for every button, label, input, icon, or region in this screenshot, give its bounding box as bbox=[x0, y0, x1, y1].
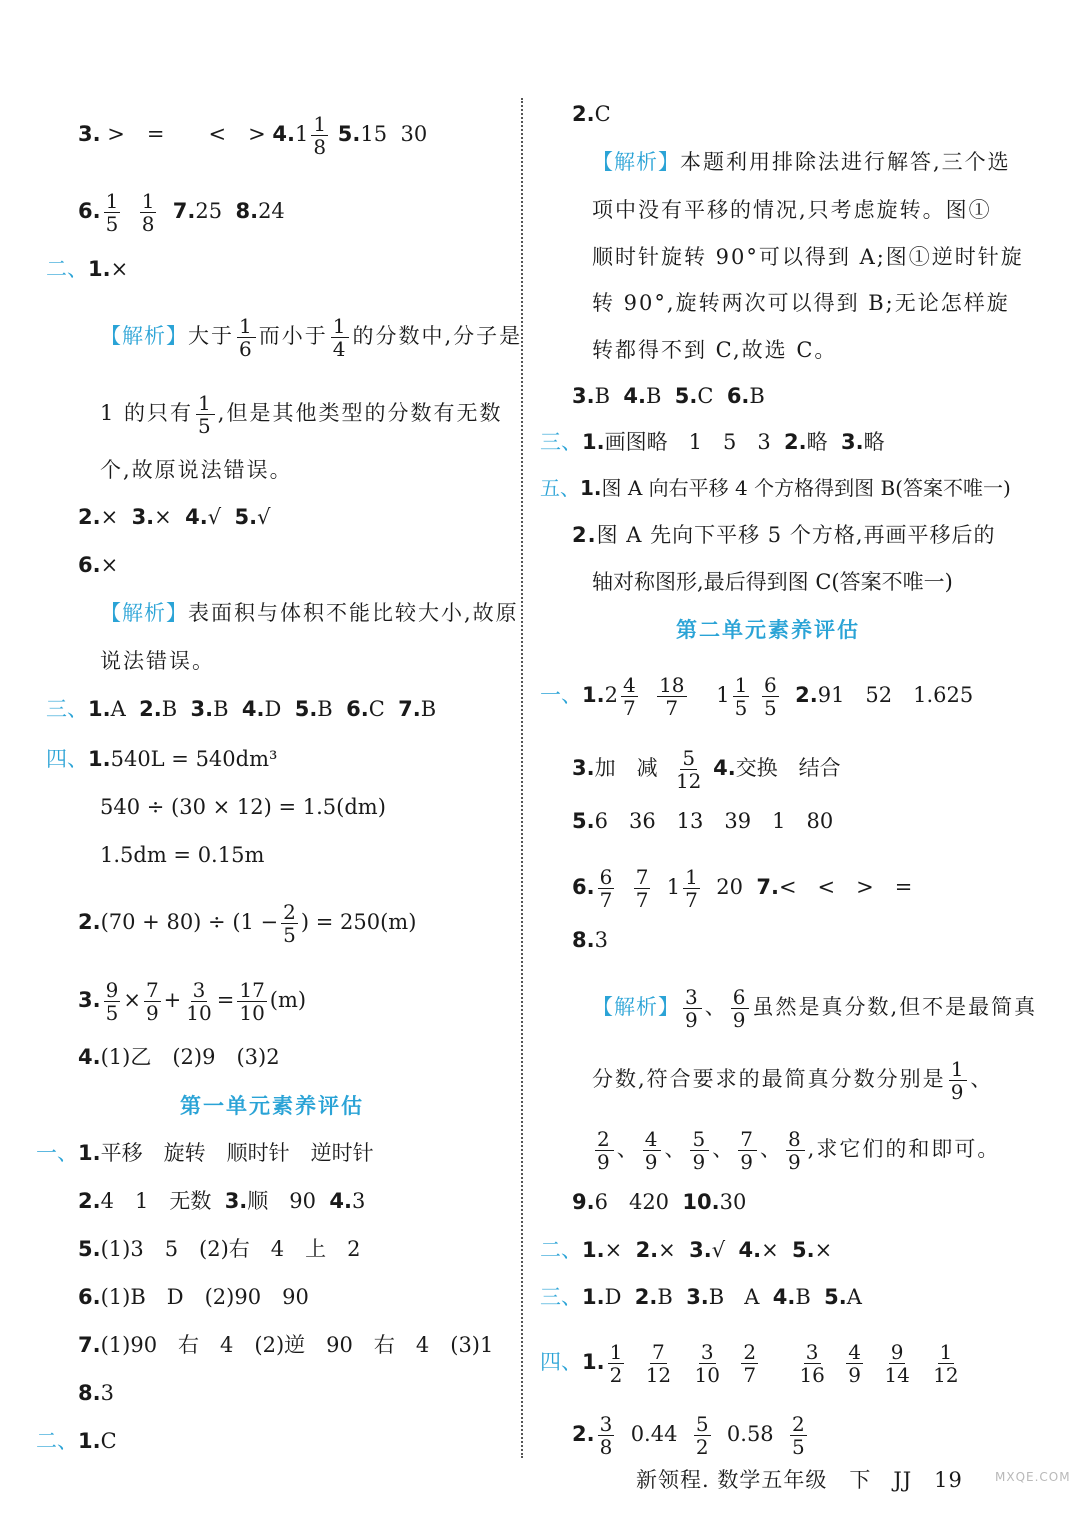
left-line-12: 四、1.540L = 540dm³ bbox=[46, 747, 278, 771]
left-line-10: 说法错误。 bbox=[100, 649, 215, 673]
right-line-14: 5.6 36 13 39 1 80 bbox=[572, 809, 834, 833]
fraction: $\frac{1}{5}$ bbox=[734, 673, 748, 720]
left-line-u4: 6.(1)B D (2)90 90 bbox=[78, 1285, 309, 1309]
left-line-u5: 7.(1)90 右 4 (2)逆 90 右 4 (3)1 bbox=[78, 1333, 494, 1357]
fraction: $\frac{7}{12}$ bbox=[645, 1340, 672, 1387]
right-line-17: 【解析】 $\frac{3}{9}$ 、 $\frac{6}{9}$ 虽然是真分数,但不是最简真 bbox=[592, 985, 1038, 1032]
fraction: $\frac{1}{5}$ bbox=[105, 189, 119, 236]
fraction: $\frac{4}{9}$ bbox=[848, 1340, 861, 1387]
right-line-5: 转 90°,旋转两次可以得到 B;无论怎样旋 bbox=[592, 291, 1010, 315]
fraction: $\frac{5}{12}$ bbox=[675, 746, 702, 793]
right-line-19: $\frac{2}{9}$ 、 $\frac{4}{9}$ 、 $\frac{5}{9}$ 、 $\frac{7}{9}$ 、 $\frac{8}{9}$ ,求它们的和即可。 bbox=[597, 1127, 1001, 1174]
right-line-24: 2. $\frac{3}{8}$ 0.44 $\frac{5}{2}$ 0.58 $\frac{2}{5}$ bbox=[572, 1412, 805, 1459]
right-line-9: 五、1.图 A 向右平移 4 个方格得到图 B(答案不唯一) bbox=[540, 476, 1011, 500]
right-line-15: 6. $\frac{6}{7}$ $\frac{7}{7}$ 1 $\frac{1}{7}$ 20 7.< < > = bbox=[572, 865, 913, 912]
fraction: $\frac{2}{5}$ bbox=[283, 900, 296, 947]
fraction: $\frac{1}{2}$ bbox=[609, 1340, 623, 1387]
fraction: $\frac{3}{8}$ bbox=[599, 1412, 613, 1459]
right-line-22: 三、1.D 2.B 3.B A 4.B 5.A bbox=[540, 1285, 862, 1309]
right-line-8: 三、1.画图略 1 5 3 2.略 3.略 bbox=[540, 430, 885, 454]
left-line-11: 三、1.A 2.B 3.B 4.D 5.B 6.C 7.B bbox=[46, 697, 437, 721]
left-line-u3: 5.(1)3 5 (2)右 4 上 2 bbox=[78, 1237, 361, 1261]
fraction: $\frac{4}{9}$ bbox=[644, 1127, 660, 1174]
fraction: $\frac{1}{7}$ bbox=[685, 865, 698, 912]
left-line-13: 540 ÷ (30 × 12) = 1.5(dm) bbox=[100, 795, 386, 819]
fraction: $\frac{9}{14}$ bbox=[884, 1340, 910, 1387]
fraction: $\frac{6}{9}$ bbox=[732, 985, 748, 1032]
right-line-13: 3.加 减 $\frac{5}{12}$ 4.交换 结合 bbox=[572, 746, 841, 793]
watermark: MXQE.COM bbox=[995, 1470, 1071, 1484]
fraction: $\frac{3}{16}$ bbox=[799, 1340, 825, 1387]
fraction: $\frac{18}{7}$ bbox=[659, 673, 685, 720]
fraction: $\frac{7}{9}$ bbox=[740, 1127, 755, 1174]
left-line-3: 二、1.× bbox=[46, 257, 129, 281]
fraction: $\frac{1}{9}$ bbox=[950, 1057, 966, 1104]
right-line-6: 转都得不到 C,故选 C。 bbox=[592, 338, 838, 362]
left-line-u1: 一、1.平移 旋转 顺时针 逆时针 bbox=[36, 1141, 374, 1165]
fraction: $\frac{3}{9}$ bbox=[685, 985, 700, 1032]
right-line-4: 顺时针旋转 90°可以得到 A;图①逆时针旋 bbox=[592, 245, 1024, 269]
fraction: $\frac{5}{2}$ bbox=[695, 1412, 709, 1459]
fraction: $\frac{17}{10}$ bbox=[239, 978, 265, 1025]
left-line-15: 2.(70 + 80) ÷ (1 − $\frac{2}{5}$ ) = 250(m) bbox=[78, 900, 417, 947]
right-line-10: 2.图 A 先向下平移 5 个方格,再画平移后的 bbox=[572, 523, 996, 547]
fraction: $\frac{6}{7}$ bbox=[599, 865, 613, 912]
right-line-2: 【解析】本题利用排除法进行解答,三个选 bbox=[592, 150, 1011, 174]
fraction: $\frac{2}{5}$ bbox=[792, 1412, 805, 1459]
right-line-3: 项中没有平移的情况,只考虑旋转。图① bbox=[592, 198, 992, 222]
fraction: $\frac{2}{9}$ bbox=[597, 1127, 612, 1174]
analysis-tag: 【解析】 bbox=[100, 601, 188, 625]
left-line-5: 1 的只有 $\frac{1}{5}$ ,但是其他类型的分数有无数 bbox=[100, 391, 503, 438]
fraction: $\frac{2}{7}$ bbox=[743, 1340, 757, 1387]
analysis-tag: 【解析】 bbox=[592, 150, 680, 174]
fraction: $\frac{4}{7}$ bbox=[622, 673, 636, 720]
fraction: $\frac{1}{6}$ bbox=[239, 314, 254, 361]
right-line-7: 3.B 4.B 5.C 6.B bbox=[572, 384, 765, 408]
left-line-4: 【解析】大于 $\frac{1}{6}$ 而小于 $\frac{1}{4}$ 的分数中,分子是 bbox=[100, 314, 523, 361]
fraction: $\frac{7}{7}$ bbox=[635, 865, 649, 912]
fraction: $\frac{9}{5}$ bbox=[105, 978, 119, 1025]
analysis-tag: 【解析】 bbox=[100, 324, 188, 348]
fraction: $\frac{5}{9}$ bbox=[692, 1127, 708, 1174]
fraction: $\frac{7}{9}$ bbox=[145, 978, 159, 1025]
left-line-14: 1.5dm = 0.15m bbox=[100, 843, 265, 867]
fraction: $\frac{1}{5}$ bbox=[198, 391, 213, 438]
fraction: $\frac{6}{5}$ bbox=[764, 673, 777, 720]
left-line-7: 2.× 3.× 4.√ 5.√ bbox=[78, 505, 271, 529]
right-line-12: 一、1.2 $\frac{4}{7}$ $\frac{18}{7}$ 1 $\frac{1}{5}$ $\frac{6}{5}$ 2.91 52 1.625 bbox=[540, 673, 974, 720]
right-line-21: 二、1.× 2.× 3.√ 4.× 5.× bbox=[540, 1238, 833, 1262]
right-line-23: 四、1. $\frac{1}{2}$ $\frac{7}{12}$ $\frac{3}{10}$ $\frac{2}{7}$ $\frac{3}{16}$ $\frac{4}{9}$ $\frac{9}{14}$ $\frac{1}{12}$ bbox=[540, 1340, 959, 1387]
left-line-2: 6. $\frac{1}{5}$ $\frac{1}{8}$ 7.25 8.24 bbox=[78, 189, 285, 236]
left-line-u7: 二、1.C bbox=[36, 1429, 117, 1453]
right-line-18: 分数,符合要求的最简真分数分别是 $\frac{1}{9}$ 、 bbox=[592, 1057, 994, 1104]
right-line-16: 8.3 bbox=[572, 928, 608, 952]
left-line-6: 个,故原说法错误。 bbox=[100, 458, 293, 482]
left-line-9: 【解析】表面积与体积不能比较大小,故原 bbox=[100, 601, 519, 625]
left-line-16: 3. $\frac{9}{5}$ × $\frac{7}{9}$ + $\frac{3}{10}$ = $\frac{17}{10}$ (m) bbox=[78, 978, 307, 1025]
analysis-tag: 【解析】 bbox=[592, 995, 680, 1019]
page-footer: 新领程. 数学五年级 下 JJ 19 bbox=[636, 1468, 963, 1492]
right-line-20: 9.6 420 10.30 bbox=[572, 1190, 747, 1214]
fraction: $\frac{1}{12}$ bbox=[933, 1340, 959, 1387]
left-line-8: 6.× bbox=[78, 553, 119, 577]
fraction: $\frac{8}{9}$ bbox=[787, 1127, 803, 1174]
right-line-11: 轴对称图形,最后得到图 C(答案不唯一) bbox=[592, 570, 953, 594]
fraction: $\frac{1}{8}$ bbox=[313, 112, 327, 159]
fraction: $\frac{1}{4}$ bbox=[332, 314, 348, 361]
left-line-17: 4.(1)乙 (2)9 (3)2 bbox=[78, 1045, 280, 1069]
unit-2-title: 第二单元素养评估 bbox=[676, 617, 860, 642]
fraction: $\frac{3}{10}$ bbox=[186, 978, 212, 1025]
left-line-u6: 8.3 bbox=[78, 1381, 114, 1405]
column-divider bbox=[521, 98, 523, 1458]
unit-1-title: 第一单元素养评估 bbox=[180, 1093, 364, 1118]
right-line-1: 2.C bbox=[572, 102, 611, 126]
left-line-1: 3. > = < > 4.1 $\frac{1}{8}$ 5.15 30 bbox=[78, 112, 428, 159]
fraction: $\frac{3}{10}$ bbox=[694, 1340, 720, 1387]
left-line-u2: 2.4 1 无数 3.顺 90 4.3 bbox=[78, 1189, 366, 1213]
fraction: $\frac{1}{8}$ bbox=[141, 189, 155, 236]
